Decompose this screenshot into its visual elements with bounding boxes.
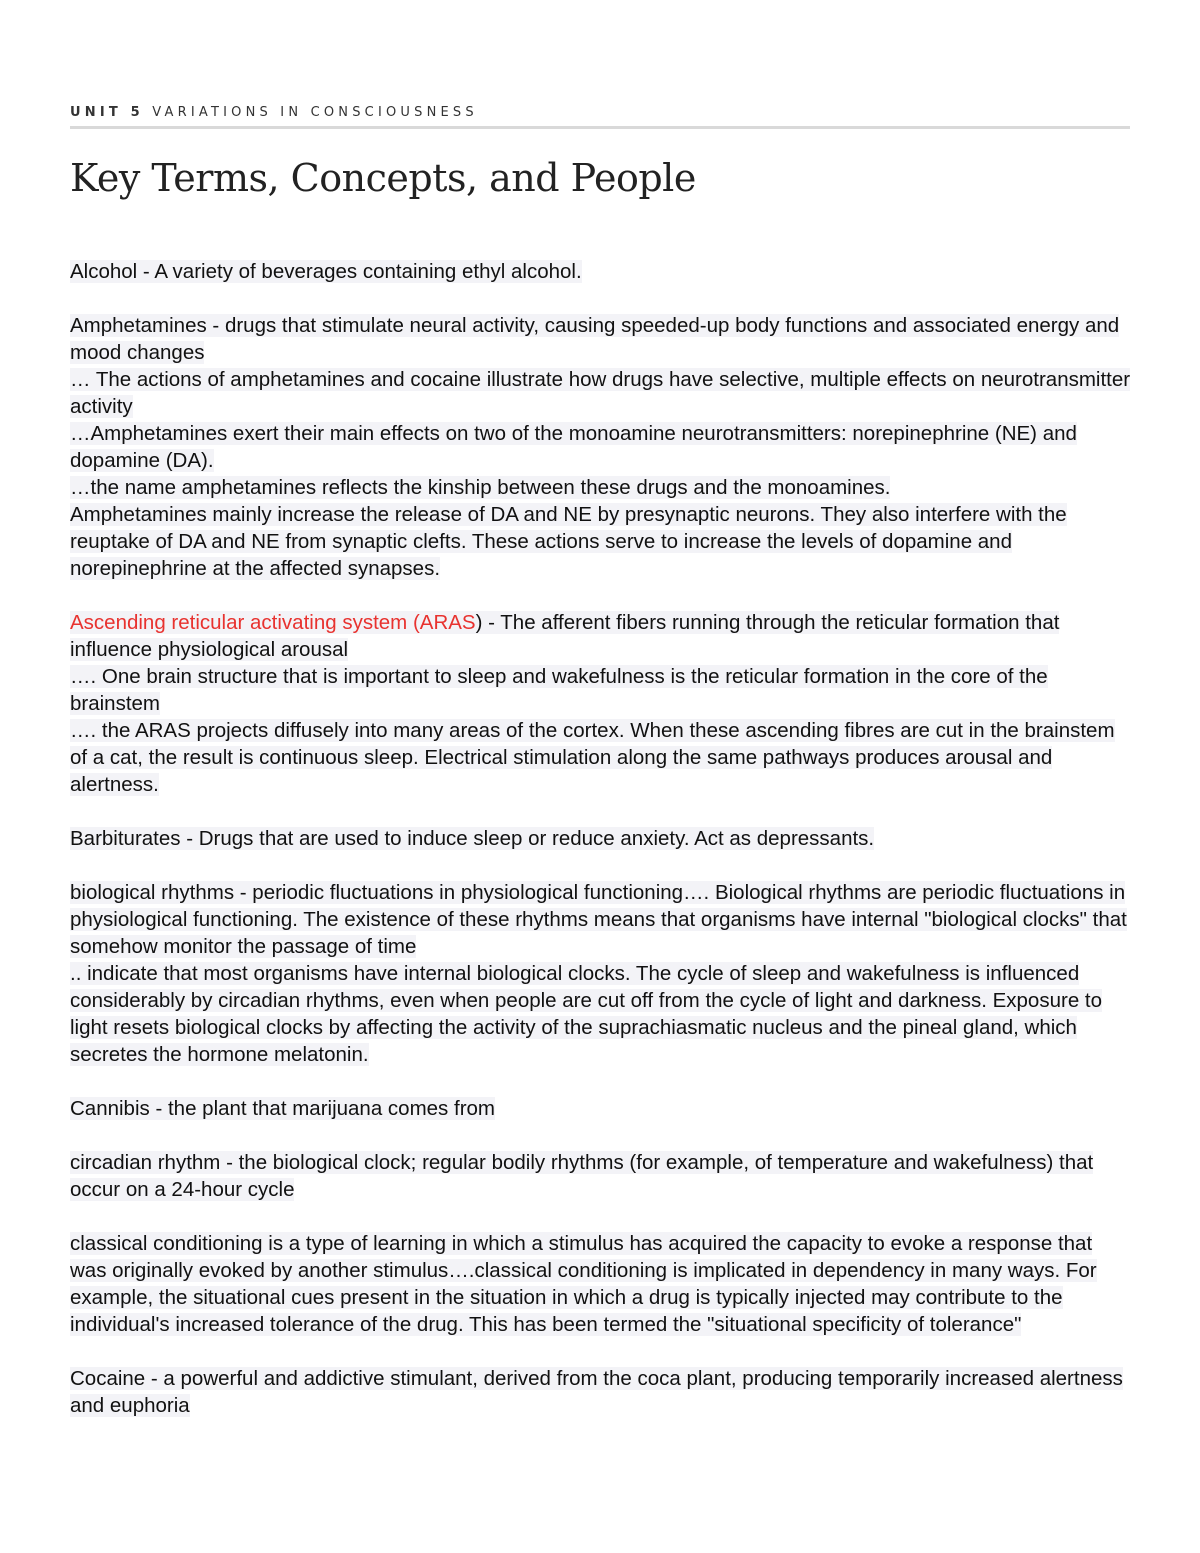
entry-note: …. the ARAS projects diffusely into many areas of the cortex. When these ascending fibres are cut in the brainstem of a cat, the result is continuous sleep. Electrical stimulation along the same pathways produces arousal and alertness. xyxy=(70,719,1115,796)
entry-alcohol xyxy=(70,258,1132,285)
entry-amphetamines xyxy=(70,312,1132,582)
unit-header xyxy=(70,105,478,120)
entry-note: .. indicate that most organisms have internal biological clocks. The cycle of sleep and wakefulness is influenced considerably by circadian rhythms, even when people are cut off from the cycle of light and darkness. Exposure to light resets biological clocks by affecting the activity of the suprachiasmatic nucleus and the pineal gland, which secretes the hormone melatonin. xyxy=(70,962,1103,1066)
entry-text: Barbiturates - Drugs that are used to induce sleep or reduce anxiety. Act as depressants. xyxy=(70,827,875,850)
entry-aras xyxy=(70,609,1132,798)
entry-circadian-rhythm xyxy=(70,1149,1132,1203)
entry-note: …the name amphetamines reflects the kinship between these drugs and the monoamines. xyxy=(70,476,891,499)
entry-cannibis xyxy=(70,1095,1132,1122)
entry-definition: Amphetamines - drugs that stimulate neural activity, causing speeded-up body functions and associated energy and mood changes xyxy=(70,314,1120,364)
highlighted-term: Ascending reticular activating system (ARAS xyxy=(70,611,476,634)
entry-barbiturates xyxy=(70,825,1132,852)
entry-text: Cocaine - a powerful and addictive stimulant, derived from the coca plant, producing temporarily increased alertness and euphoria xyxy=(70,1367,1123,1417)
terms-list xyxy=(70,258,1132,1446)
entry-classical-conditioning xyxy=(70,1230,1132,1338)
entry-note: …. One brain structure that is important to sleep and wakefulness is the reticular formation in the core of the brainstem xyxy=(70,665,1048,715)
entry-note: Amphetamines mainly increase the release of DA and NE by presynaptic neurons. They also interfere with the reuptake of DA and NE from synaptic clefts. These actions serve to increase the levels of dopamine and norepinephrine at the affected synapses. xyxy=(70,503,1067,580)
entry-text: classical conditioning is a type of learning in which a stimulus has acquired the capacity to evoke a response that was originally evoked by another stimulus….classical conditioning is implicated in dependency in many ways. For example, the situational cues present in the situation in which a drug is typically injected may contribute to the individual's increased tolerance of the drug. This has been termed the "situational specificity of tolerance" xyxy=(70,1232,1097,1336)
entry-text: circadian rhythm - the biological clock; regular bodily rhythms (for example, of temperature and wakefulness) that occur on a 24-hour cycle xyxy=(70,1151,1094,1201)
page-title: Key Terms, Concepts, and People xyxy=(70,156,696,200)
entry-definition: ) - The afferent fibers running through the reticular formation that influence physiological arousal xyxy=(70,611,1060,661)
entry-note: … The actions of amphetamines and cocaine illustrate how drugs have selective, multiple effects on neurotransmitter activity xyxy=(70,368,1131,418)
entry-text: Alcohol - A variety of beverages containing ethyl alcohol. xyxy=(70,260,582,283)
entry-note: …Amphetamines exert their main effects on two of the monoamine neurotransmitters: norepinephrine (NE) and dopamine (DA). xyxy=(70,422,1077,472)
unit-subtitle: VARIATIONS IN CONSCIOUSNESS xyxy=(152,105,478,120)
entry-cocaine xyxy=(70,1365,1132,1419)
entry-biological-rhythms xyxy=(70,879,1132,1068)
unit-label: UNIT 5 xyxy=(70,105,144,120)
entry-text: Cannibis - the plant that marijuana comes from xyxy=(70,1097,496,1120)
header-divider xyxy=(70,126,1130,129)
entry-definition: biological rhythms - periodic fluctuations in physiological functioning…. Biological rhythms are periodic fluctuations in physiological functioning. The existence of these rhythms means that organisms have internal "biological clocks" that somehow monitor the passage of time xyxy=(70,881,1127,958)
